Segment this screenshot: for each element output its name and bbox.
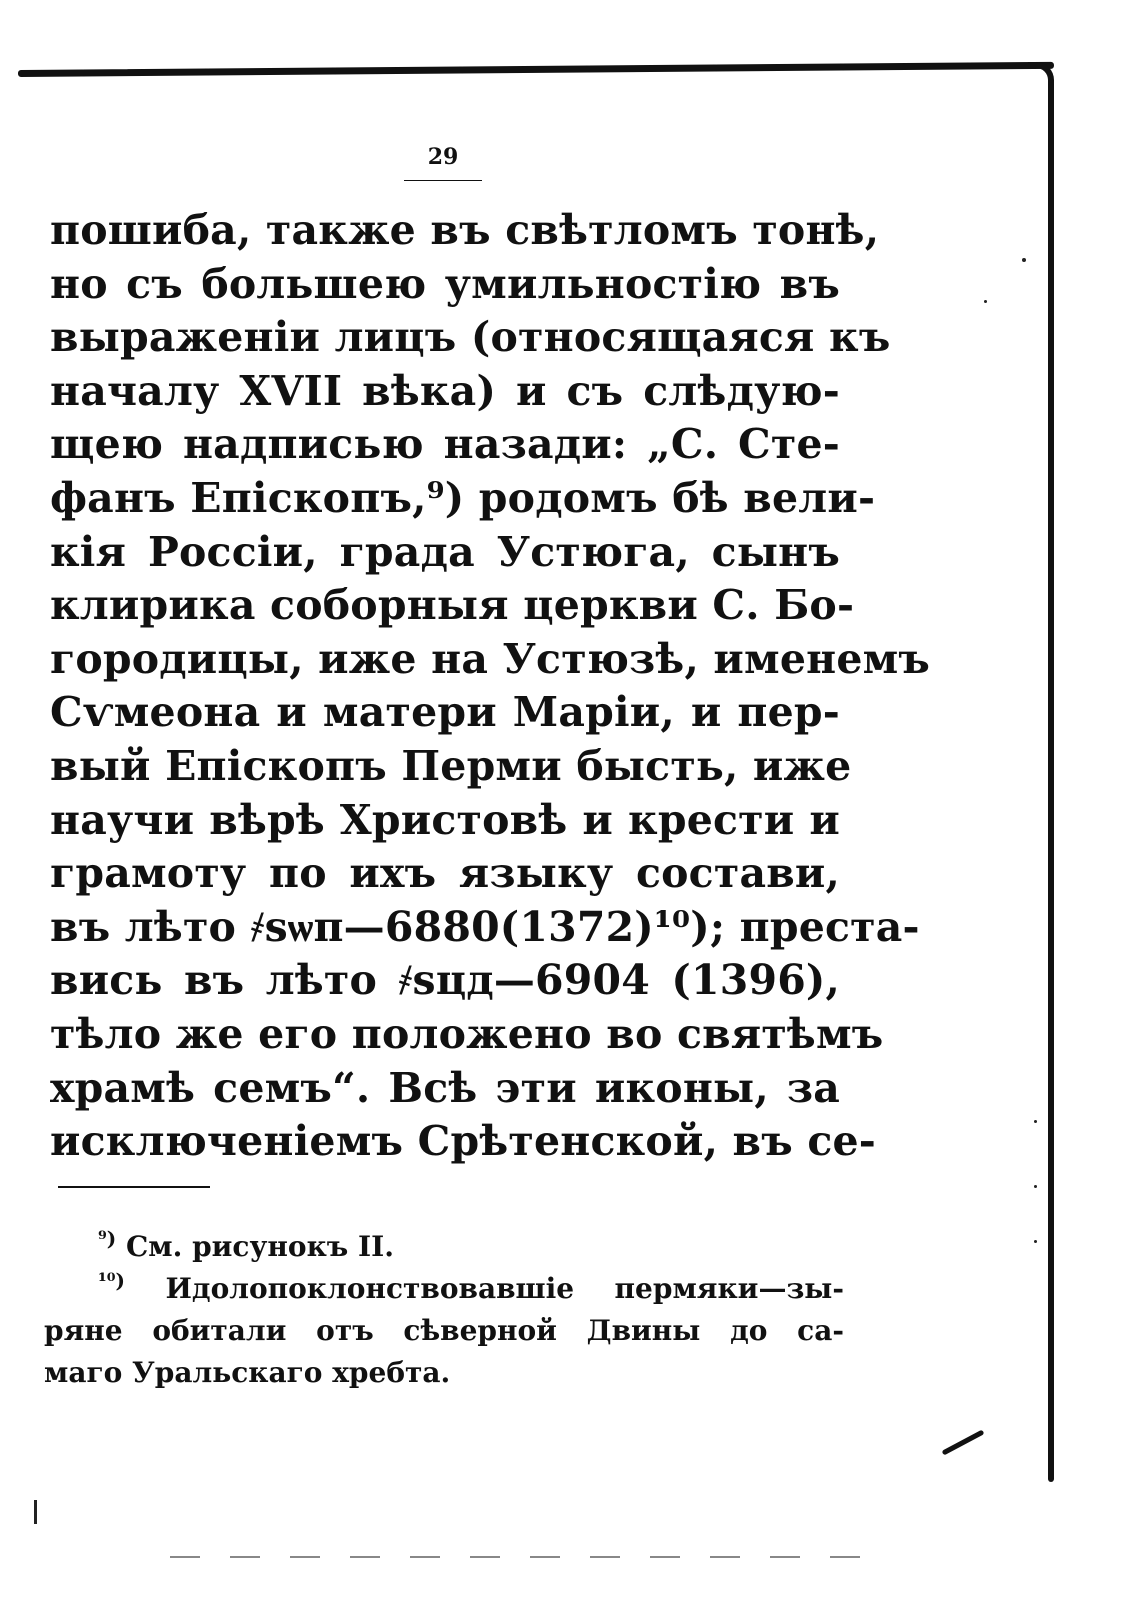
body-line: тѣло же его положено во святѣмъ (50, 1009, 884, 1058)
scan-speck (984, 300, 987, 303)
footnote-marker: ⁹) (98, 1226, 117, 1251)
left-edge-mark (34, 1500, 37, 1524)
scan-speck (1034, 1240, 1037, 1243)
body-line: кія Россіи, града Устюга, сынъ (50, 527, 840, 576)
footnote-marker: ¹⁰) (98, 1268, 125, 1293)
bottom-scan-marks (170, 1556, 870, 1558)
body-line: щею надписью назади: „С. Сте- (50, 420, 840, 469)
body-line: выраженіи лицъ (относящаяся къ (50, 313, 891, 362)
right-border-rule (1048, 82, 1054, 1482)
footnote-10 (98, 1268, 844, 1310)
body-line: пошиба, также въ свѣтломъ тонѣ, (50, 206, 880, 254)
body-line: фанъ Епіскопъ,⁹) родомъ бѣ вели- (50, 473, 876, 522)
body-line: научи вѣрѣ Христовѣ и крести и (50, 795, 840, 844)
body-line: но съ большею умильностію въ (50, 259, 840, 308)
scan-speck (1034, 1185, 1037, 1188)
ink-scratch (942, 1429, 985, 1455)
footnote-text-line: маго Уральскаго хребта. (44, 1356, 451, 1389)
scan-speck (1034, 1120, 1037, 1123)
body-line: клирика соборныя церкви С. Бо- (50, 581, 855, 630)
scan-speck (1022, 258, 1026, 262)
body-line: городицы, иже на Устюзѣ, именемъ (50, 634, 931, 683)
footnote-text-line: ряне обитали отъ сѣверной Двины до са- (44, 1314, 844, 1347)
body-line: грамоту по ихъ языку состави, (50, 849, 840, 898)
page-number-underline (404, 180, 482, 181)
top-border-rule (18, 62, 1054, 77)
body-line: храмѣ семъ“. Всѣ эти иконы, за (50, 1063, 840, 1112)
footnotes (44, 1226, 844, 1394)
footnote-text: Идолопоклонствовавшіе пермяки—зы- (165, 1272, 844, 1305)
footnote-9 (98, 1226, 844, 1268)
body-line: началу XVII вѣка) и съ слѣдую- (50, 366, 840, 415)
body-line: исключеніемъ Срѣтенской, въ се- (50, 1117, 877, 1166)
body-line: вись въ лѣто ҂ѕцд—6904 (1396), (50, 956, 840, 1005)
footnote-text: См. рисунокъ II. (125, 1230, 394, 1263)
body-line: Сѵмеона и матери Маріи, и пер- (50, 688, 840, 737)
body-text (50, 204, 931, 1169)
page-number: 29 (427, 144, 459, 170)
body-line: вый Епіскопъ Перми бысть, иже (50, 741, 852, 790)
body-line: въ лѣто ҂ѕѡп—6880(1372)¹⁰); преста- (50, 902, 920, 951)
footnote-separator (58, 1186, 210, 1188)
